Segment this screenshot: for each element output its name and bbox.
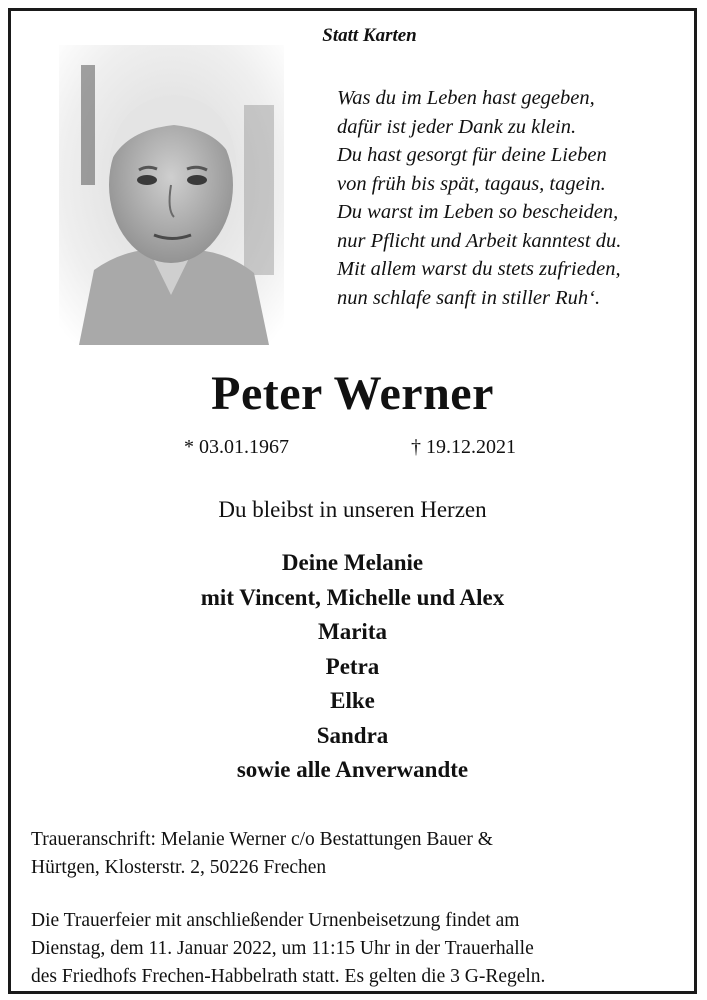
header-statt-karten: Statt Karten bbox=[322, 25, 417, 46]
mourning-address bbox=[31, 826, 691, 882]
mourner-line: Deine Melanie bbox=[281, 550, 424, 575]
mourner-line: Petra bbox=[325, 653, 380, 679]
birth-date: * 03.01.1967 bbox=[184, 436, 289, 458]
motto: Du bleibst in unseren Herzen bbox=[218, 497, 487, 522]
deceased-name: Peter Werner bbox=[211, 367, 494, 420]
ceremony-info bbox=[31, 907, 691, 991]
ceremony-line: Die Trauerfeier mit anschließender Urnenbeisetzung findet am bbox=[31, 910, 520, 931]
poem-line: nur Pflicht und Arbeit kanntest du. bbox=[337, 229, 622, 252]
poem-line: Du hast gesorgt für deine Lieben bbox=[337, 144, 607, 166]
poem-line: von früh bis spät, tagaus, tagein. bbox=[337, 172, 606, 195]
mourners-list bbox=[11, 546, 694, 788]
ceremony-line: des Friedhofs Frechen-Habbelrath statt. Es gelten die 3 G-Regeln. bbox=[31, 966, 546, 987]
mourner-line: sowie alle Anverwandte bbox=[236, 757, 469, 782]
poem bbox=[337, 84, 697, 312]
portrait-image bbox=[59, 45, 284, 345]
poem-line: Mit allem warst du stets zufrieden, bbox=[337, 258, 621, 280]
portrait-photo bbox=[59, 45, 284, 345]
poem-line: dafür ist jeder Dank zu klein. bbox=[337, 115, 577, 138]
address-line: Hürtgen, Klosterstr. 2, 50226 Frechen bbox=[31, 857, 327, 878]
poem-line: Was du im Leben hast gegeben, bbox=[337, 87, 595, 109]
poem-line: nun schlafe sanft in stiller Ruh‘. bbox=[337, 286, 601, 309]
ceremony-line: Dienstag, dem 11. Januar 2022, um 11:15 Uhr in der Trauerhalle bbox=[31, 938, 534, 959]
obituary-frame bbox=[8, 8, 697, 994]
mourner-line: mit Vincent, Michelle und Alex bbox=[200, 584, 505, 610]
mourner-line: Marita bbox=[318, 619, 387, 644]
address-line: Traueranschrift: Melanie Werner c/o Bestattungen Bauer & bbox=[31, 829, 493, 850]
mourner-line: Elke bbox=[330, 688, 375, 713]
poem-line: Du warst im Leben so bescheiden, bbox=[337, 201, 619, 223]
death-date: † 19.12.2021 bbox=[411, 436, 516, 458]
mourner-line: Sandra bbox=[316, 722, 389, 748]
